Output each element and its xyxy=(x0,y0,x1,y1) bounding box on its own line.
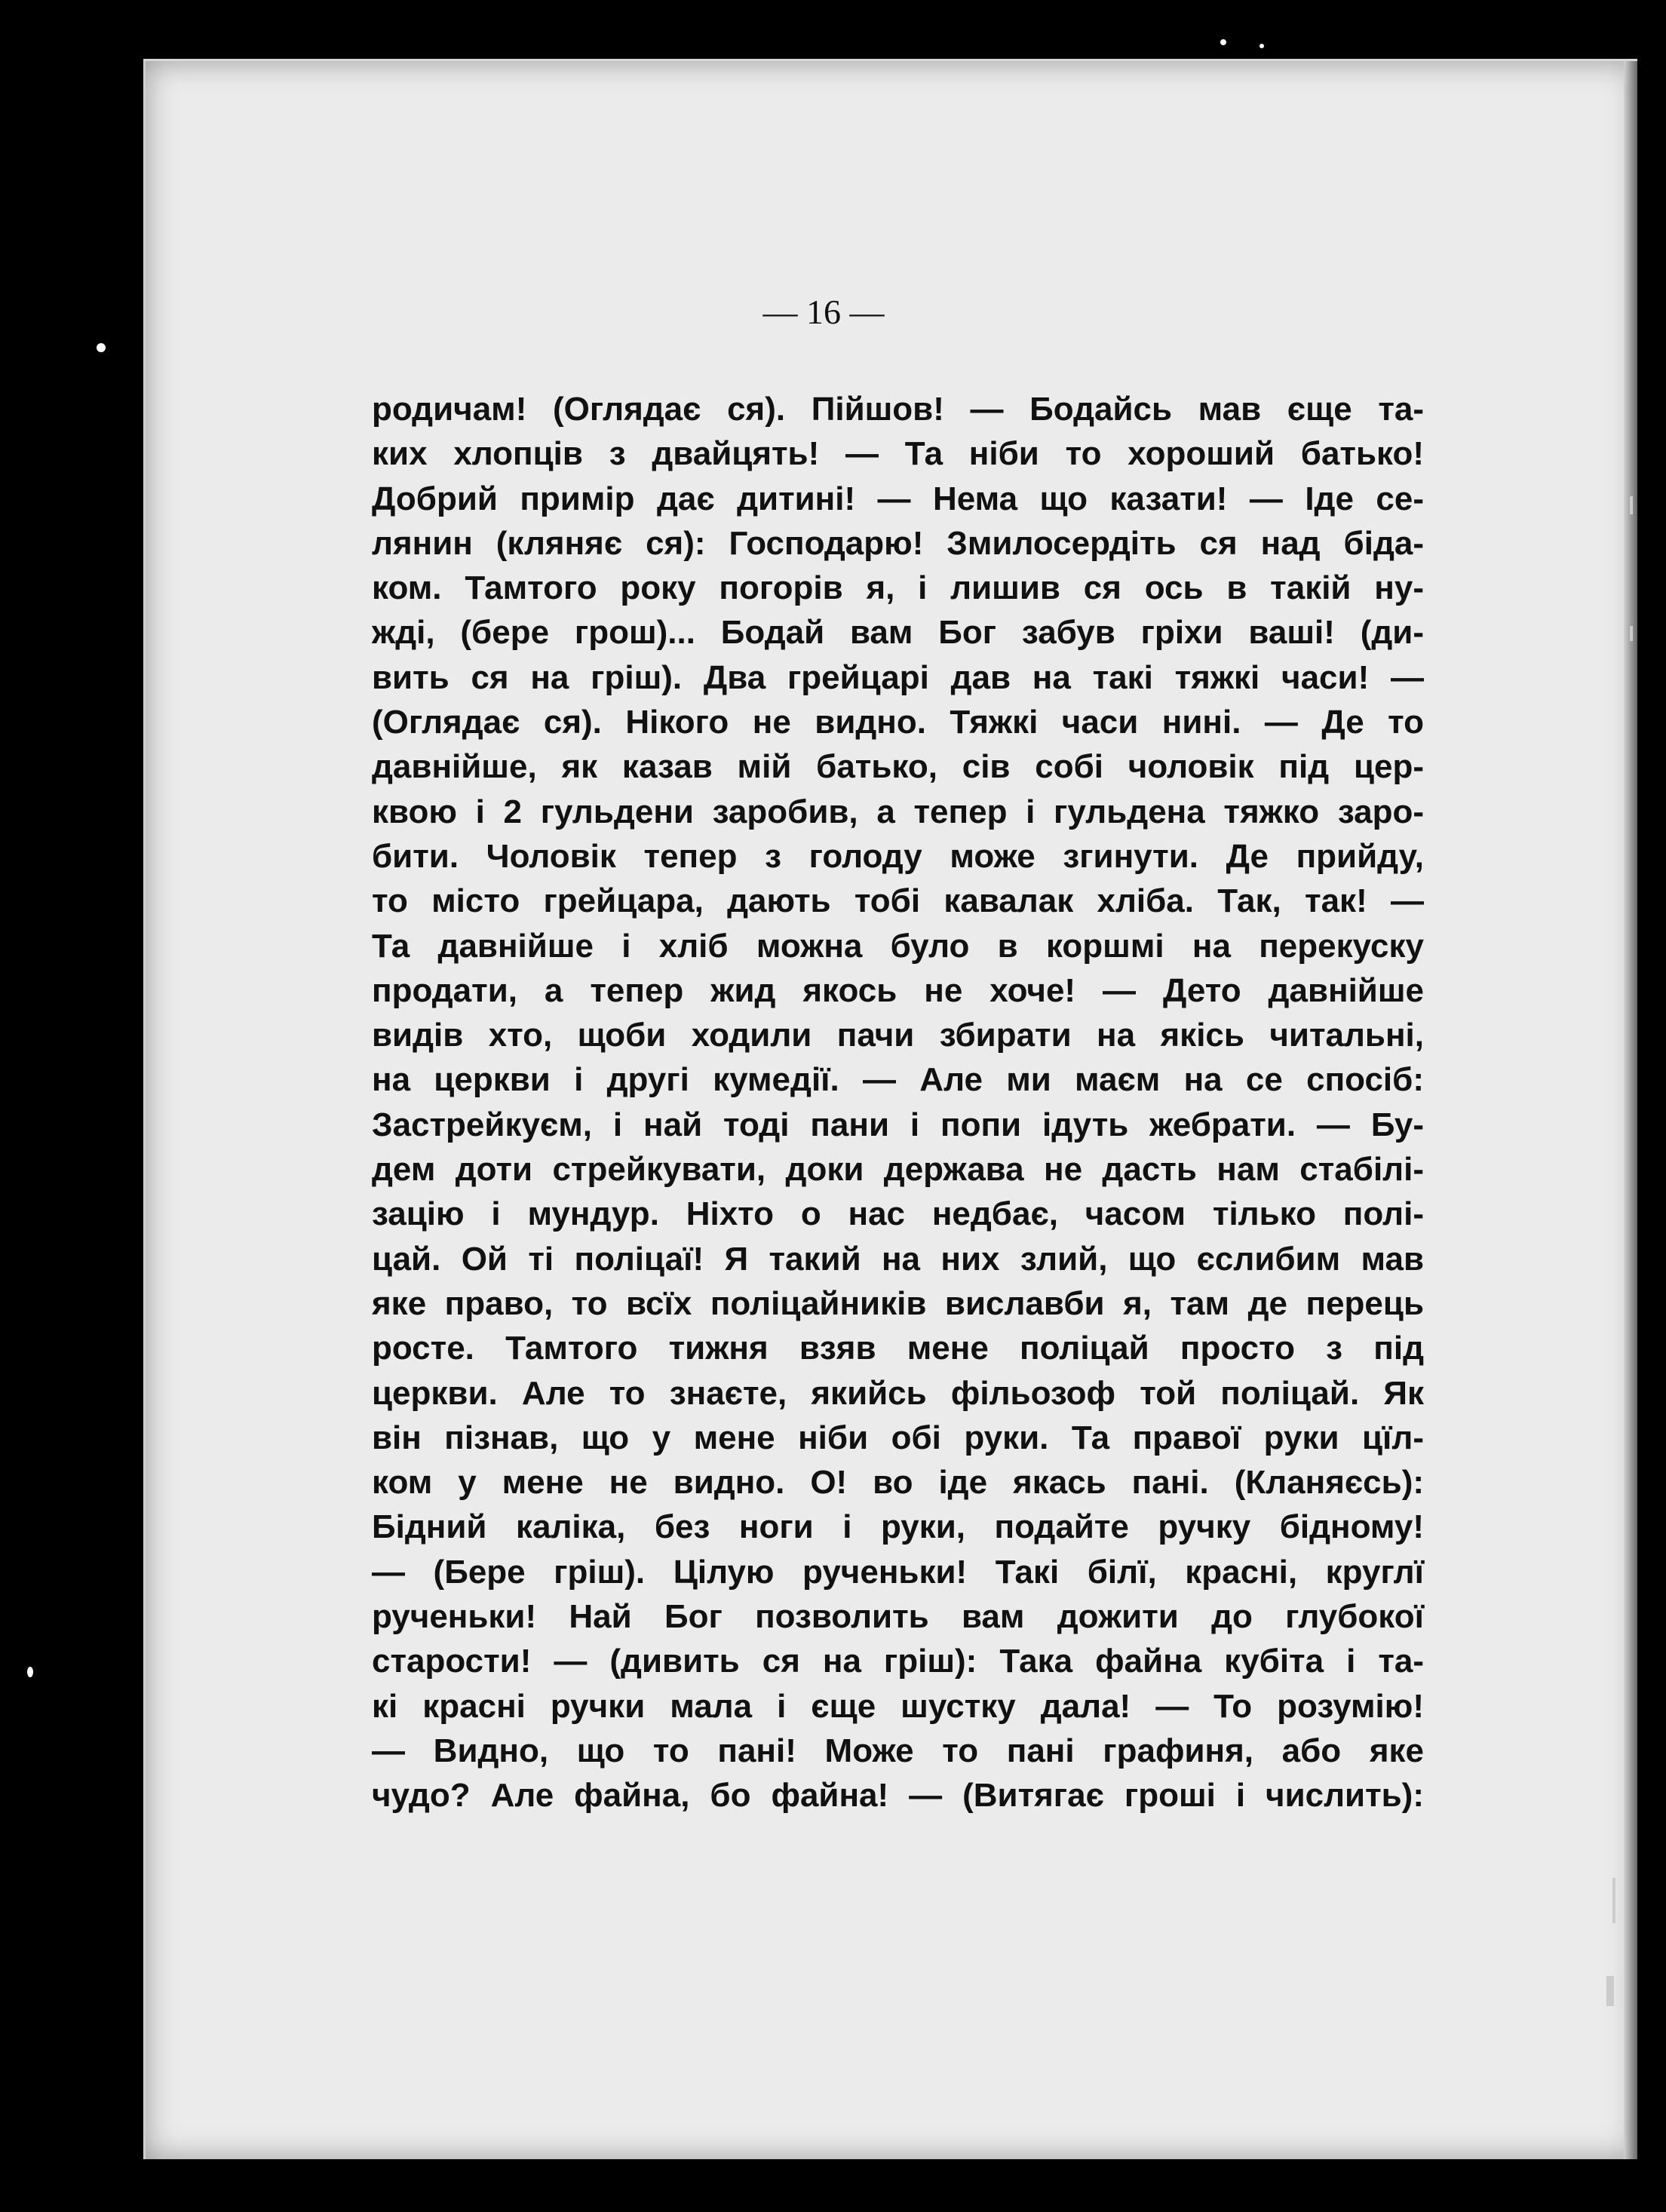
text-line xyxy=(372,1773,1424,1818)
text-line xyxy=(372,1326,1424,1370)
text-line xyxy=(372,1729,1424,1773)
text-line xyxy=(372,610,1424,655)
text-line xyxy=(372,1684,1424,1729)
text-line xyxy=(372,1103,1424,1147)
text-line xyxy=(372,1505,1424,1549)
text-line xyxy=(372,700,1424,744)
text-line-content: лянин (кляняє ся): Господарю! Змилосердіть ся над біда- xyxy=(372,524,1424,562)
text-line-content: давнійше, як казав мій батько, сів собі чоловік під цер- xyxy=(372,748,1424,786)
text-line xyxy=(372,521,1424,566)
right-margin-mark xyxy=(1630,626,1633,641)
text-line xyxy=(372,744,1424,789)
text-line-content: Добрий примір дає дитині! — Нема що казати! — Іде се- xyxy=(372,480,1424,517)
text-line-content: ком у мене не видно. О! во іде якась пані. (Кланяєсь): xyxy=(372,1464,1424,1502)
text-line-content: він пізнав, що у мене ніби обі руки. Та правої руки цїл- xyxy=(372,1419,1424,1456)
text-line xyxy=(372,1550,1424,1594)
text-line-content: родичам! (Оглядає ся). Пійшов! — Бодайсь мав єще та- xyxy=(372,391,1424,428)
text-line-content: чудо? Але файна, бо файна! — (Витягає гроші і числить): xyxy=(372,1777,1424,1815)
text-line-content: жді, (бере грош)... Бодай вам Бог забув гріхи ваші! (ди- xyxy=(372,614,1424,652)
text-line-content: квою і 2 гульдени заробив, а тепер і гульдена тяжко заро- xyxy=(372,793,1424,830)
text-line-content: продати, а тепер жид якось не хоче! — Дето давнійше xyxy=(372,971,1424,1009)
text-line-content: дем доти стрейкувати, доки держава не дасть нам стабілі- xyxy=(372,1151,1424,1189)
text-line xyxy=(372,1416,1424,1460)
text-line-content: (Оглядає ся). Нікого не видно. Тяжкі часи нині. — Де то xyxy=(372,704,1424,741)
text-line xyxy=(372,1460,1424,1505)
text-line-content: ких хлопців з двайцять! — Та ніби то хороший батько! xyxy=(372,435,1424,473)
page-number: — 16 — xyxy=(762,293,885,331)
text-line-content: рученьки! Най Бог позволить вам дожити до глубокої xyxy=(372,1598,1424,1636)
right-margin-mark xyxy=(1606,1976,1614,2006)
text-line xyxy=(372,431,1424,476)
text-line-content: — Видно, що то пані! Може то пані графиня, або яке xyxy=(372,1732,1424,1769)
text-line-content: церкви. Але то знаєте, якийсь фільозоф той поліцай. Як xyxy=(372,1374,1424,1412)
text-line-content: вить ся на гріш). Два грейцарі дав на такі тяжкі часи! — xyxy=(372,658,1424,696)
text-line xyxy=(372,1281,1424,1326)
text-line xyxy=(372,1192,1424,1236)
text-line-content: росте. Тамтого тижня взяв мене поліцай просто з під xyxy=(372,1330,1424,1367)
text-line-content: старости! — (дивить ся на гріш): Така файна кубіта і та- xyxy=(372,1643,1424,1680)
page-edge-shadow xyxy=(1624,61,1637,2159)
text-line-content: кі красні ручки мала і єще шустку дала! — То розумію! xyxy=(372,1687,1424,1725)
text-line xyxy=(372,790,1424,834)
right-margin-mark xyxy=(1630,496,1633,514)
text-line xyxy=(372,1594,1424,1639)
text-line xyxy=(372,1147,1424,1192)
text-line xyxy=(372,1639,1424,1683)
text-line xyxy=(372,477,1424,521)
dust-speck xyxy=(27,1667,33,1677)
text-line-content: Бідний каліка, без ноги і руки, подайте ручку бідному! xyxy=(372,1508,1424,1546)
text-line xyxy=(372,879,1424,923)
text-line xyxy=(372,566,1424,610)
text-line xyxy=(372,1013,1424,1057)
text-line xyxy=(372,1371,1424,1416)
text-line xyxy=(372,655,1424,700)
text-line-content: Та давнійше і хліб можна було в коршмі на перекуску xyxy=(372,927,1424,965)
text-line-content: Застрейкуєм, і най тоді пани і попи ідуть жебрати. — Бу- xyxy=(372,1106,1424,1143)
text-line xyxy=(372,968,1424,1013)
text-line-content: то місто грейцара, дають тобі кавалак хліба. Так, так! — xyxy=(372,882,1424,920)
text-line-content: на церкви і другі кумедії. — Але ми маєм на се спосіб: xyxy=(372,1061,1424,1099)
text-line xyxy=(372,1237,1424,1281)
dust-speck xyxy=(1220,39,1226,45)
text-line xyxy=(372,387,1424,431)
right-margin-mark xyxy=(1612,1878,1615,1923)
text-line xyxy=(372,1057,1424,1102)
book-page xyxy=(143,59,1637,2159)
text-line-content: яке право, то всїх поліцайників виславби я, там де перець xyxy=(372,1284,1424,1322)
text-line xyxy=(372,924,1424,968)
text-line-content: видів хто, щоби ходили пачи збирати на якісь читальні, xyxy=(372,1017,1424,1054)
dust-speck xyxy=(97,343,106,352)
text-line-content: бити. Чоловік тепер з голоду може згинути. Де прийду, xyxy=(372,837,1424,875)
text-line-content: — (Бере гріш). Цілую рученьки! Такі білї, красні, круглї xyxy=(372,1553,1424,1591)
text-line-content: цай. Ой ті поліцаї! Я такий на них злий, що єслибим мав xyxy=(372,1240,1424,1278)
text-line-content: ком. Тамтого року погорів я, і лишив ся ось в такій ну- xyxy=(372,569,1424,607)
body-text xyxy=(372,387,1424,1818)
dust-speck xyxy=(1259,44,1264,48)
text-line-content: зацію і мундур. Ніхто о нас недбає, часом тілько полі- xyxy=(372,1195,1424,1233)
text-line xyxy=(372,834,1424,879)
